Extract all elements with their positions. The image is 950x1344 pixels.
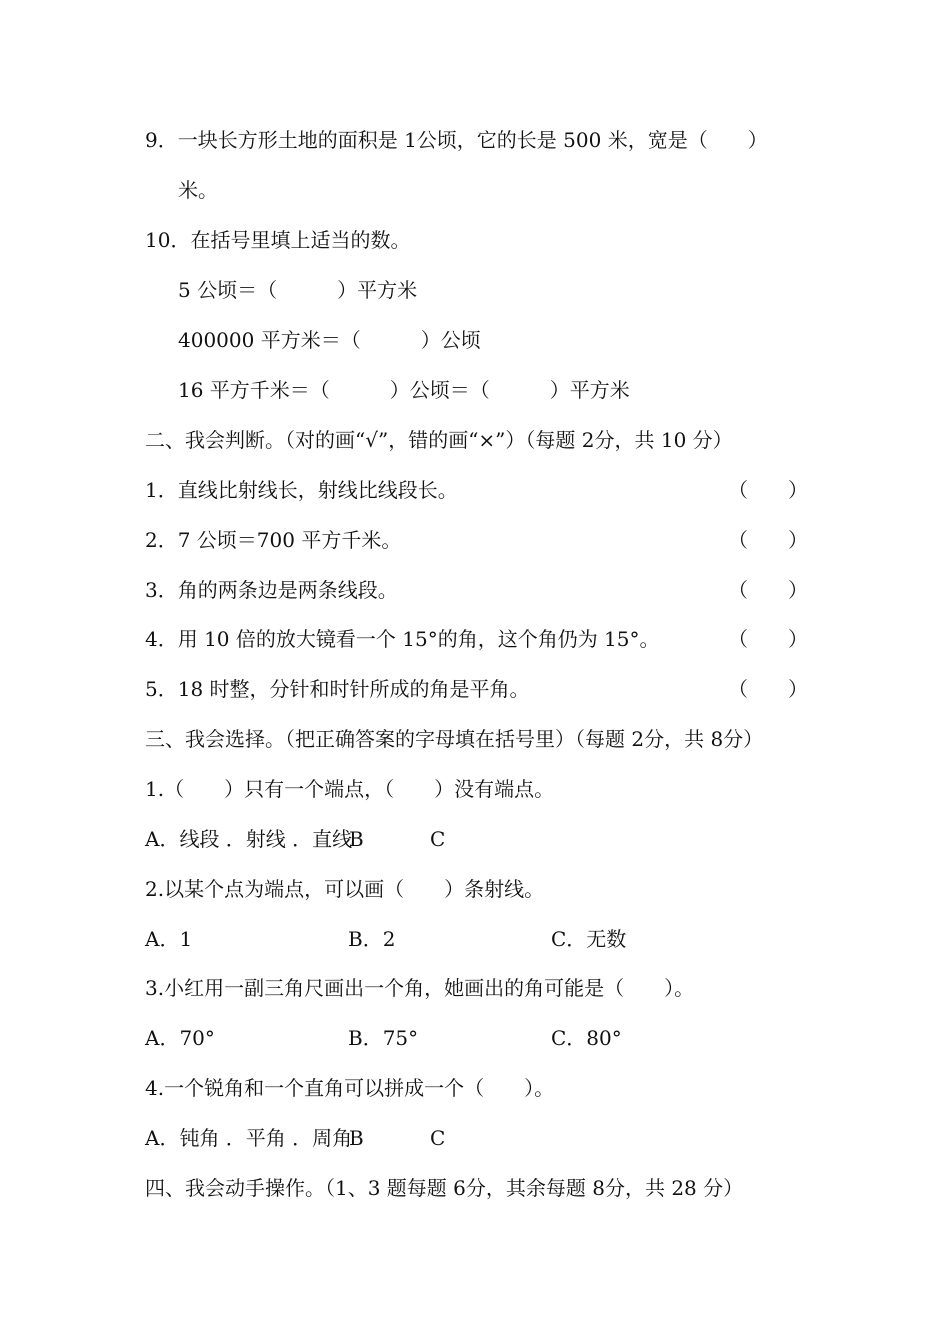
choice-q2-option-b: B．2 — [348, 927, 396, 951]
judge-blank-5[interactable]: （ ） — [728, 677, 808, 701]
judge-item-4: 4．用 10 倍的放大镜看一个 15°的角，这个角仍为 15°。 — [145, 627, 660, 651]
judge-blank-2[interactable]: （ ） — [728, 528, 808, 552]
choice-q1-stem: 1.（ ）只有一个端点，（ ）没有端点。 — [145, 777, 555, 801]
judge-heading: 二、我会判断。（对的画“√”，错的画“×”）（每题 2分，共 10 分） — [145, 428, 733, 452]
choice-heading: 三、我会选择。（把正确答案的字母填在括号里）（每题 2分，共 8分） — [145, 727, 764, 751]
judge-item-2: 2．7 公顷＝700 平方千米。 — [145, 528, 402, 552]
operate-heading: 四、我会动手操作。（1、3 题每题 6分，其余每题 8分，共 28 分） — [145, 1176, 744, 1200]
choice-q1-option-b-letter: B — [349, 827, 364, 851]
q10-line-a: 5 公顷＝（ ）平方米 — [178, 278, 418, 302]
choice-q1-option-c-letter: C — [430, 827, 446, 851]
choice-q3-option-c: C．80° — [551, 1026, 622, 1050]
choice-q4-stem: 4.一个锐角和一个直角可以拼成一个（ ）。 — [145, 1076, 555, 1100]
choice-q2-stem: 2.以某个点为端点，可以画（ ）条射线。 — [145, 877, 545, 901]
choice-q2-option-a: A．1 — [145, 927, 193, 951]
choice-q1-options: A．线段 ．射线 ．直线 — [145, 827, 353, 851]
choice-q3-option-b: B．75° — [348, 1026, 419, 1050]
judge-blank-3[interactable]: （ ） — [728, 578, 808, 602]
judge-blank-4[interactable]: （ ） — [728, 627, 808, 651]
choice-q3-stem: 3.小红用一副三角尺画出一个角，她画出的角可能是（ ）。 — [145, 976, 695, 1000]
judge-item-5: 5．18 时整，分针和时针所成的角是平角。 — [145, 677, 530, 701]
q10-prompt: 10．在括号里填上适当的数。 — [145, 228, 411, 252]
choice-q4-options: A．钝角 ．平角 ．周角 — [145, 1126, 353, 1150]
q10-line-b: 400000 平方米＝（ ）公顷 — [178, 328, 481, 352]
choice-q4-option-b-letter: B — [349, 1126, 364, 1150]
judge-item-3: 3．角的两条边是两条线段。 — [145, 578, 398, 602]
choice-q2-option-c: C．无数 — [551, 927, 627, 951]
choice-q4-option-c-letter: C — [430, 1126, 446, 1150]
q10-line-c: 16 平方千米＝（ ）公顷＝（ ）平方米 — [178, 378, 630, 402]
choice-q3-option-a: A．70° — [145, 1026, 215, 1050]
judge-blank-1[interactable]: （ ） — [728, 478, 808, 502]
judge-item-1: 1．直线比射线长，射线比线段长。 — [145, 478, 458, 502]
q9-line1: 9．一块长方形土地的面积是 1公顷，它的长是 500 米，宽是（ ） — [145, 128, 768, 152]
q9-line2: 米。 — [178, 178, 218, 202]
